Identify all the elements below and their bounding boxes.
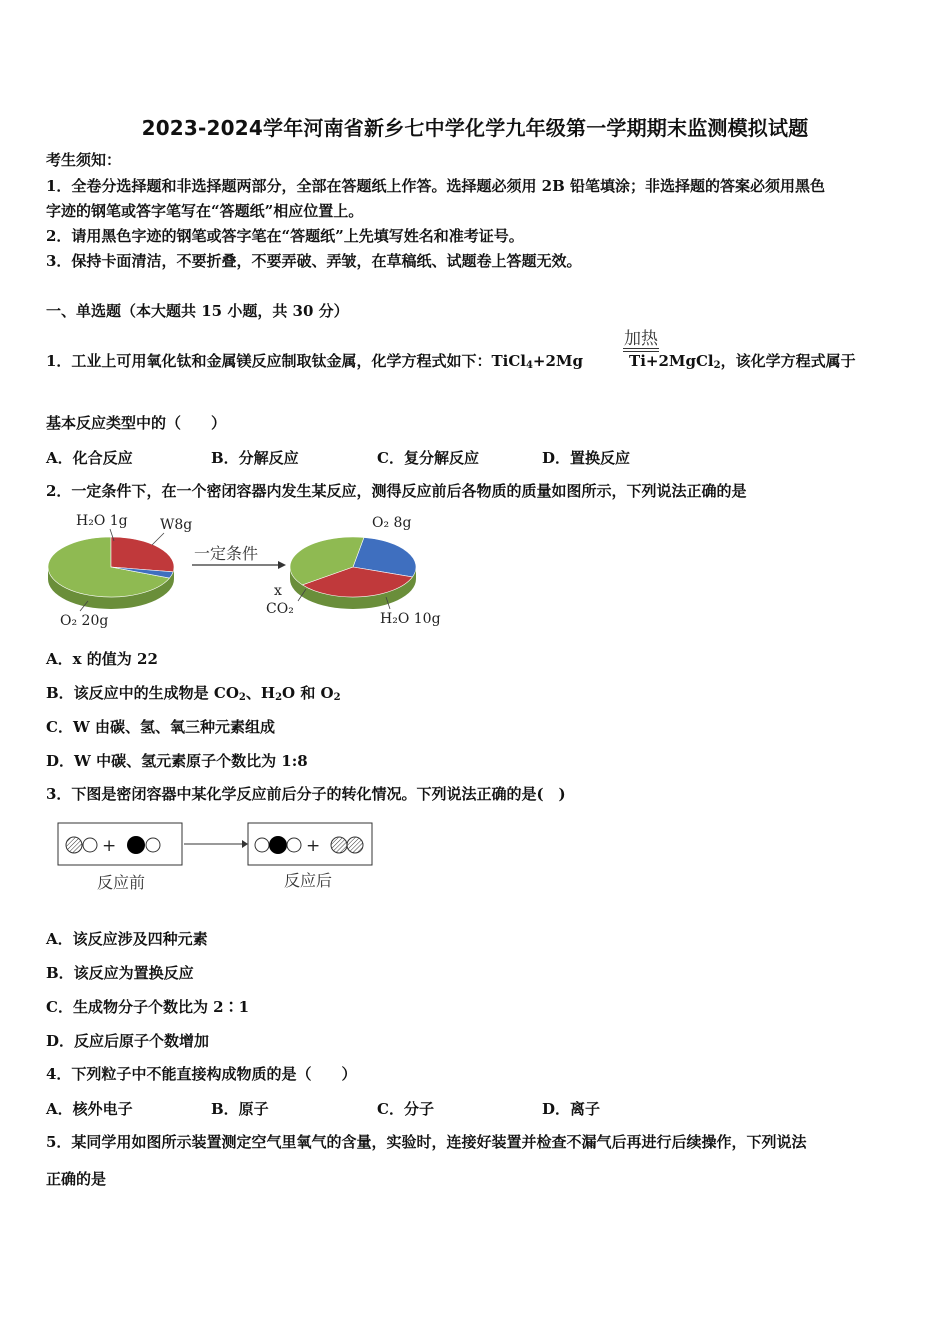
- label-before-w: W8g: [160, 517, 193, 533]
- reaction-condition: 加热: [624, 329, 658, 349]
- q2-option-c[interactable]: C．W 由碳、氢、氧三种元素组成: [46, 718, 276, 736]
- q1-option-b[interactable]: B．分解反应: [211, 449, 299, 467]
- black-atom: [269, 836, 287, 854]
- mass-pie-figure: [40, 505, 460, 635]
- reaction-arrow-line-2: [623, 351, 659, 352]
- q2-option-a[interactable]: A．x 的值为 22: [46, 650, 158, 668]
- question-2: 2．一定条件下，在一个密闭容器内发生某反应，测得反应前后各物质的质量如图所示，下列说法正确的是: [46, 482, 747, 500]
- notice-item-3: 3．保持卡面清洁，不要折叠，不要弄破、弄皱，在草稿纸、试题卷上答题无效。: [46, 252, 582, 270]
- white-atom: [83, 838, 97, 852]
- notice-item-1: 1．全卷分选择题和非选择题两部分，全部在答题纸上作答。选择题必须用 2B 铅笔填涂；非选择题的答案必须用黑色: [46, 177, 826, 195]
- condition-label: 一定条件: [194, 544, 259, 563]
- molecule-figure: [52, 818, 382, 896]
- pie-before-slice-1: [111, 537, 174, 572]
- question-1: [46, 351, 856, 376]
- white-atom: [255, 838, 269, 852]
- q1-option-a[interactable]: A．化合反应: [46, 449, 133, 467]
- question-5-cont: 正确的是: [46, 1170, 107, 1188]
- q1-text: 1．工业上可用氧化钛和金属镁反应制取钛金属，化学方程式如下：: [46, 352, 492, 370]
- label-after-co2: CO₂: [266, 601, 294, 617]
- label-after-h2o: H₂O 10g: [380, 611, 441, 627]
- after-label: 反应后: [284, 871, 333, 890]
- q4-option-b[interactable]: B．原子: [211, 1100, 269, 1118]
- question-3: 3．下图是密闭容器中某化学反应前后分子的转化情况。下列说法正确的是( ): [46, 785, 566, 803]
- label-after-x: x: [274, 583, 282, 599]
- q1-text-end: ，该化学方程式属于: [720, 352, 856, 370]
- q1-eq-left: TiCl$_4$+2Mg: [491, 352, 584, 371]
- q2-option-b[interactable]: B．该反应中的生成物是 $CO_2$、$H_2O$ 和 $O_2$: [46, 684, 341, 703]
- reaction-arrowhead: [242, 840, 248, 848]
- hatched-atom: [66, 837, 82, 853]
- q1-eq-right: Ti+2MgCl$_2$: [629, 352, 721, 371]
- question-4: 4．下列粒子中不能直接构成物质的是（ ）: [46, 1065, 357, 1083]
- label-before-o2: O₂ 20g: [60, 613, 109, 629]
- q4-option-a[interactable]: A．核外电子: [46, 1100, 133, 1118]
- plus-sign: +: [102, 836, 117, 856]
- before-label: 反应前: [97, 873, 146, 892]
- label-before-h2o: H₂O 1g: [76, 513, 128, 529]
- hatched-atom: [347, 837, 363, 853]
- white-atom: [287, 838, 301, 852]
- q1-option-d[interactable]: D．置换反应: [542, 449, 631, 467]
- q3-option-d[interactable]: D．反应后原子个数增加: [46, 1032, 210, 1050]
- q4-option-c[interactable]: C．分子: [377, 1100, 434, 1118]
- condition-arrowhead: [278, 561, 286, 569]
- notice-item-1-cont: 字迹的钢笔或答字笔写在“答题纸”相应位置上。: [46, 202, 364, 220]
- reaction-arrow-line: [623, 348, 659, 349]
- label-after-o2: O₂ 8g: [372, 515, 412, 531]
- white-atom: [146, 838, 160, 852]
- q4-option-d[interactable]: D．离子: [542, 1100, 601, 1118]
- q3-option-a[interactable]: A．该反应涉及四种元素: [46, 930, 208, 948]
- page-title: 2023-2024学年河南省新乡七中学化学九年级第一学期期末监测模拟试题: [141, 116, 809, 140]
- question-5: 5．某同学用如图所示装置测定空气里氧气的含量，实验时，连接好装置并检查不漏气后再进行后续操作，下列说法: [46, 1133, 807, 1151]
- q3-option-c[interactable]: C．生成物分子个数比为 2∶1: [46, 998, 250, 1016]
- leader-before-w: [152, 533, 164, 545]
- plus-sign: +: [306, 836, 321, 856]
- notice-heading: 考生须知：: [46, 151, 122, 169]
- section-heading: 一、单选题（本大题共 15 小题，共 30 分）: [46, 302, 349, 320]
- notice-item-2: 2．请用黑色字迹的钢笔或答字笔在“答题纸”上先填写姓名和准考证号。: [46, 227, 524, 245]
- q3-option-b[interactable]: B．该反应为置换反应: [46, 964, 194, 982]
- q1-option-c[interactable]: C．复分解反应: [377, 449, 479, 467]
- q2-option-d[interactable]: D．W 中碳、氢元素原子个数比为 1:8: [46, 752, 308, 770]
- pie-after: [290, 537, 416, 609]
- hatched-atom: [331, 837, 347, 853]
- q1-line-2: 基本反应类型中的（ ）: [46, 414, 227, 432]
- black-atom: [127, 836, 145, 854]
